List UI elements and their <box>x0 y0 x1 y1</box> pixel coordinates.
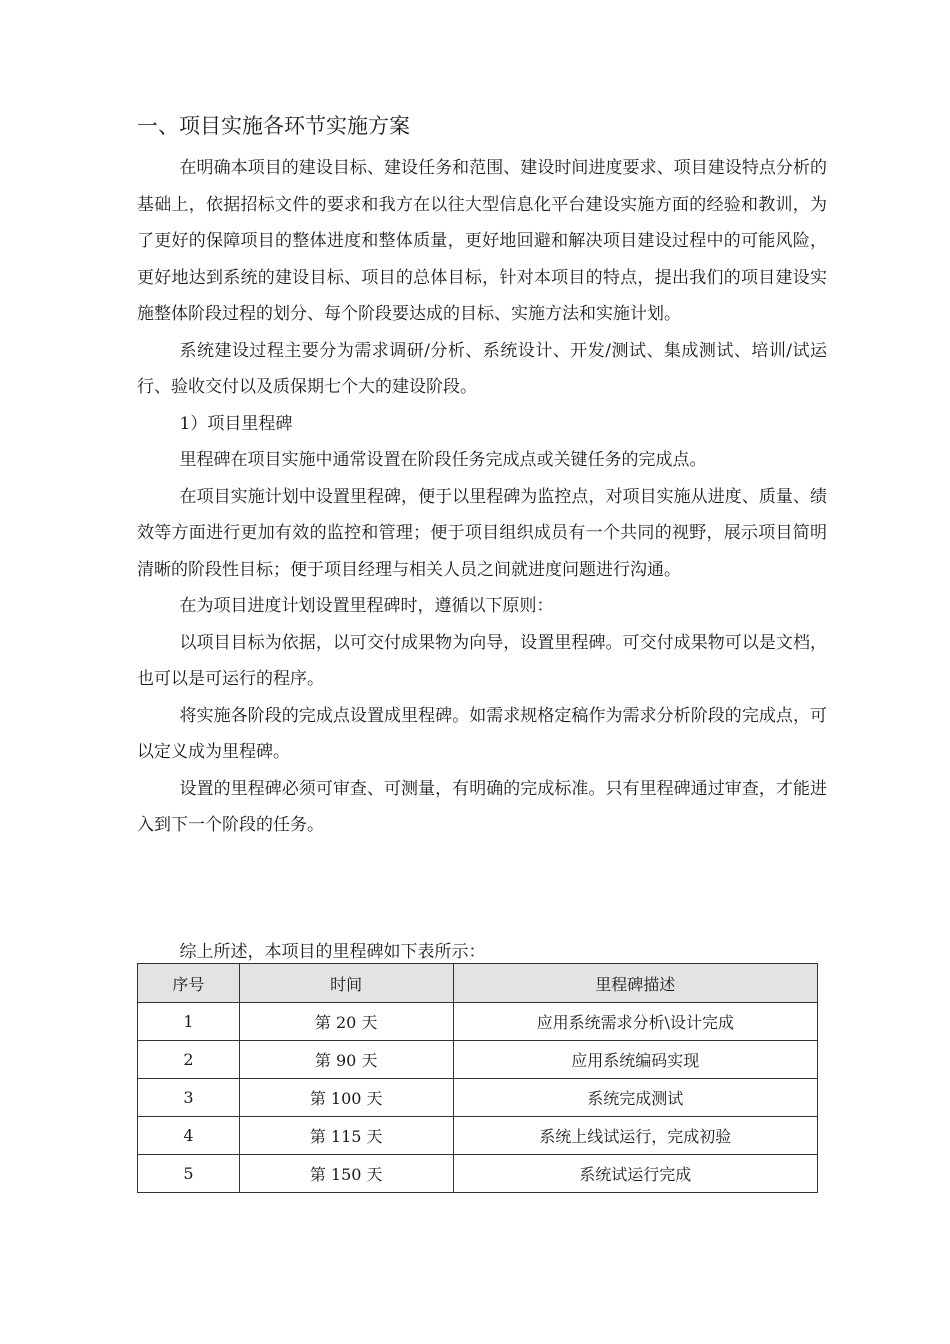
table-row <box>138 1117 818 1155</box>
cell-time: 第 150 天 <box>239 1155 453 1193</box>
paragraph-milestone-benefits: 在项目实施计划中设置里程碑，便于以里程碑为监控点，对项目实施从进度、质量、绩效等方面进行更加有效的监控和管理；便于项目组织成员有一个共同的视野，展示项目简明清晰的阶段性目标；便于项目经理与相关人员之间就进度问题进行沟通。 <box>137 486 827 580</box>
cell-time: 第 100 天 <box>239 1079 453 1117</box>
header-time: 时间 <box>239 964 453 1003</box>
header-index: 序号 <box>138 964 240 1003</box>
table-lead: 综上所述，本项目的里程碑如下表所示： <box>179 942 486 962</box>
section-heading: 一、项目实施各环节实施方案 <box>137 114 410 138</box>
paragraph-milestone-definition: 里程碑在项目实施中通常设置在阶段任务完成点或关键任务的完成点。 <box>179 450 707 470</box>
cell-time: 第 90 天 <box>239 1041 453 1079</box>
cell-time: 第 115 天 <box>239 1117 453 1155</box>
cell-description: 应用系统需求分析\设计完成 <box>453 1003 817 1041</box>
cell-index: 4 <box>138 1117 240 1155</box>
body-text <box>137 150 827 844</box>
subheading-milestones: 1）项目里程碑 <box>179 413 293 434</box>
paragraph-principle-2: 将实施各阶段的完成点设置成里程碑。如需求规格定稿作为需求分析阶段的完成点，可以定义成为里程碑。 <box>137 705 827 762</box>
milestone-table <box>137 963 818 1193</box>
cell-index: 3 <box>138 1079 240 1117</box>
table-row <box>138 1155 818 1193</box>
cell-description: 系统试运行完成 <box>453 1155 817 1193</box>
cell-index: 5 <box>138 1155 240 1193</box>
table-header-row <box>138 964 818 1003</box>
table-row <box>138 1079 818 1117</box>
cell-time: 第 20 天 <box>239 1003 453 1041</box>
paragraph-phases: 系统建设过程主要分为需求调研/分析、系统设计、开发/测试、集成测试、培训/试运行、验收交付以及质保期七个大的建设阶段。 <box>137 340 827 397</box>
paragraph-principle-1: 以项目目标为依据，以可交付成果物为向导，设置里程碑。可交付成果物可以是文档，也可以是可运行的程序。 <box>137 632 827 689</box>
paragraph-intro: 在明确本项目的建设目标、建设任务和范围、建设时间进度要求、项目建设特点分析的基础上，依据招标文件的要求和我方在以往大型信息化平台建设实施方面的经验和教训，为了更好的保障项目的整体进度和整体质量，更好地回避和解决项目建设过程中的可能风险，更好地达到系统的建设目标、项目的总体目标，针对本项目的特点，提出我们的项目建设实施整体阶段过程的划分、每个阶段要达成的目标、实施方法和实施计划。 <box>137 158 827 324</box>
paragraph-principle-3: 设置的里程碑必须可审查、可测量，有明确的完成标准。只有里程碑通过审查，才能进入到下一个阶段的任务。 <box>137 778 827 835</box>
header-description: 里程碑描述 <box>453 964 817 1003</box>
paragraph-principles-intro: 在为项目进度计划设置里程碑时，遵循以下原则： <box>179 596 554 616</box>
table-row <box>138 1041 818 1079</box>
cell-index: 1 <box>138 1003 240 1041</box>
table-row <box>138 1003 818 1041</box>
cell-description: 系统上线试运行，完成初验 <box>453 1117 817 1155</box>
cell-index: 2 <box>138 1041 240 1079</box>
cell-description: 应用系统编码实现 <box>453 1041 817 1079</box>
cell-description: 系统完成测试 <box>453 1079 817 1117</box>
